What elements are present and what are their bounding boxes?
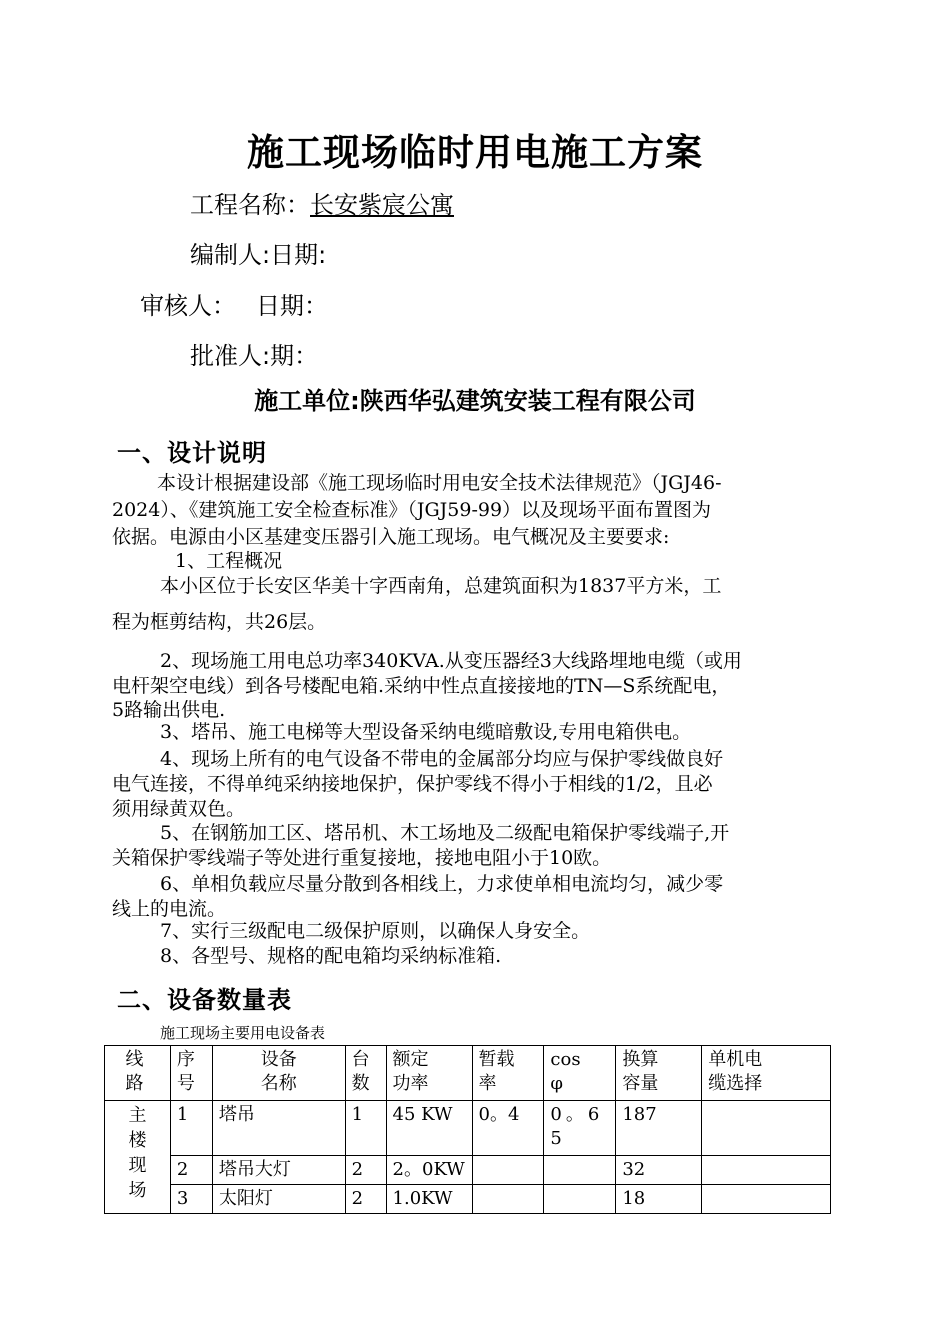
cell-count: 2 [345, 1185, 386, 1214]
table-row [105, 1185, 831, 1214]
item-2-line-3: 5路输出供电. [112, 699, 226, 721]
project-name: 长安紫宸公寓 [310, 191, 454, 219]
header-duty-rate: 暂载 率 [472, 1046, 544, 1101]
section2-heading: 二、设备数量表 [117, 986, 292, 1014]
intro-line-1: 本设计根据建设部《施工现场临时用电安全技术法律规范》（JGJ46- [157, 472, 722, 494]
approver-line: 批准人:期： [190, 342, 319, 370]
cell-seq: 2 [170, 1156, 212, 1185]
item-6-line-1: 6、单相负载应尽量分散到各相线上，力求使单相电流均匀，减少零 [160, 873, 724, 895]
cell-count: 2 [345, 1156, 386, 1185]
reviewer-line [140, 286, 328, 321]
header-line: 线 路 [105, 1046, 171, 1101]
cell-cable [702, 1156, 831, 1185]
header-rated-power: 额定 功率 [386, 1046, 472, 1101]
cell-cable [702, 1185, 831, 1214]
overview-line-2: 程为框剪结构，共26层。 [112, 611, 327, 633]
item-8-line-1: 8、各型号、规格的配电箱均采纳标准箱. [160, 945, 502, 967]
cell-capacity: 18 [616, 1185, 702, 1214]
header-device-name: 设备 名称 [212, 1046, 345, 1101]
cell-capacity: 32 [616, 1156, 702, 1185]
item-4-line-2: 电气连接，不得单纯采纳接地保护，保护零线不得小于相线的1/2，且必 [112, 773, 713, 795]
item-7-line-1: 7、实行三级配电二级保护原则，以确保人身安全。 [160, 920, 591, 942]
cell-count: 1 [345, 1101, 386, 1156]
cell-cos [544, 1185, 616, 1214]
item-6-line-2: 线上的电流。 [112, 898, 227, 920]
table-row [105, 1156, 831, 1185]
editor-line: 编制人:日期: [190, 241, 327, 269]
cell-duty [472, 1185, 544, 1214]
header-seq: 序 号 [170, 1046, 212, 1101]
cell-seq: 1 [170, 1101, 212, 1156]
cell-cos: 0。6 5 [544, 1101, 616, 1156]
overview-line-1: 本小区位于长安区华美十字西南角，总建筑面积为1837平方米，工 [160, 575, 722, 597]
intro-line-3: 依据。电源由小区基建变压器引入施工现场。电气概况及主要要求: [112, 526, 670, 548]
cell-duty [472, 1156, 544, 1185]
cell-duty: 0。4 [472, 1101, 544, 1156]
header-converted-capacity: 换算 容量 [616, 1046, 702, 1101]
reviewer-label: 审核人： [140, 292, 236, 320]
project-label: 工程名称： [190, 191, 310, 219]
reviewer-date: 日期： [256, 292, 328, 320]
cell-power: 1.0KW [386, 1185, 472, 1214]
cell-power: 2。0KW [386, 1156, 472, 1185]
cell-power: 45 KW [386, 1101, 472, 1156]
item-3-line-1: 3、塔吊、施工电梯等大型设备采纳电缆暗敷设,专用电箱供电。 [160, 721, 692, 743]
cell-name: 塔吊大灯 [212, 1156, 345, 1185]
cell-capacity: 187 [616, 1101, 702, 1156]
section1-heading: 一、设计说明 [117, 439, 267, 467]
cell-cable [702, 1101, 831, 1156]
cell-cos [544, 1156, 616, 1185]
line-label-cell: 主 楼 现 场 [105, 1101, 171, 1214]
item-4-line-1: 4、现场上所有的电气设备不带电的金属部分均应与保护零线做良好 [160, 748, 724, 770]
cell-seq: 3 [170, 1185, 212, 1214]
item-2-line-2: 电杆架空电线）到各号楼配电箱.采纳中性点直接接地的TN—S系统配电， [112, 675, 731, 697]
company-line: 施工单位:陕西华弘建筑安装工程有限公司 [254, 387, 696, 415]
cell-name: 太阳灯 [212, 1185, 345, 1214]
intro-line-2: 2024）、《建筑施工安全检查标准》（JGJ59-99）以及现场平面布置图为 [112, 499, 712, 521]
overview-subtitle: 1、工程概况 [175, 550, 283, 572]
cell-name: 塔吊 [212, 1101, 345, 1156]
item-5-line-1: 5、在钢筋加工区、塔吊机、木工场地及二级配电箱保护零线端子,开 [160, 822, 730, 844]
project-name-line [190, 185, 454, 220]
equipment-table [104, 1045, 831, 1214]
item-4-line-3: 须用绿黄双色。 [112, 798, 246, 820]
header-count: 台 数 [345, 1046, 386, 1101]
table-row [105, 1101, 831, 1156]
table-header-row [105, 1046, 831, 1101]
header-cable-selection: 单机电 缆选择 [702, 1046, 831, 1101]
table-caption: 施工现场主要用电设备表 [160, 1024, 326, 1042]
item-2-line-1: 2、现场施工用电总功率340KVA.从变压器经3大线路埋地电缆（或用 [160, 650, 742, 672]
header-cos-phi: cos φ [544, 1046, 616, 1101]
item-5-line-2: 关箱保护零线端子等处进行重复接地，接地电阻小于10欧。 [112, 847, 612, 869]
document-title: 施工现场临时用电施工方案 [247, 131, 703, 174]
